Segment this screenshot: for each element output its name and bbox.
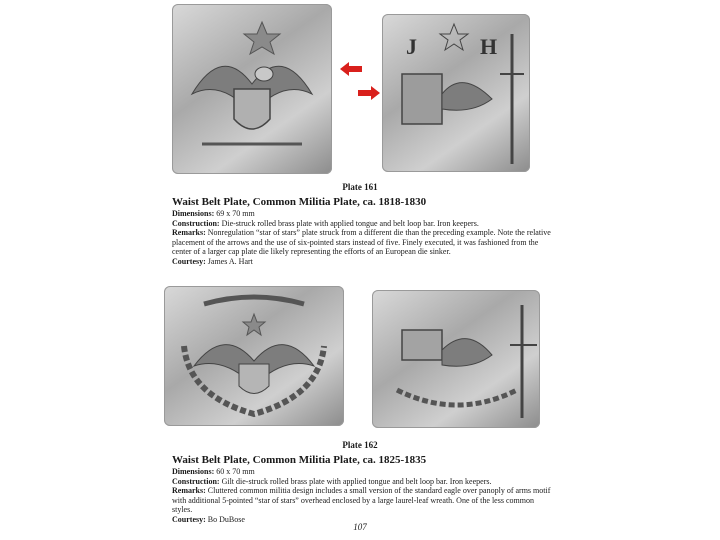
- arrow-left-icon: [340, 62, 362, 76]
- photo-letter-h: H: [480, 34, 498, 59]
- plate-162-construction: Construction: Gilt die-struck rolled brass plate with applied tongue and belt loop bar. Iron keepers.: [172, 476, 492, 486]
- page-number: 107: [353, 522, 367, 532]
- plate-162-front-photo: [164, 286, 344, 426]
- plate-162-caption: Plate 162: [342, 440, 378, 450]
- arrow-right-icon: [358, 86, 380, 100]
- plate-162-back-photo: [372, 290, 540, 428]
- plate-161-construction: Construction: Die-struck rolled brass plate with applied tongue and belt loop bar. Iron keepers.: [172, 218, 479, 228]
- plate-162-title: Waist Belt Plate, Common Militia Plate, ca. 1825-1835: [172, 454, 427, 466]
- plate-162-remarks: Remarks: Cluttered common militia design includes a small version of the standard eagle over panoply of arms motif with additional 5-pointed “star of stars” overhead enclosed by a large laurel-leaf wreath. One of the less common styles.: [172, 486, 551, 515]
- plate-162-description: [172, 454, 552, 525]
- plate-161-remarks: Remarks: Nonregulation “star of stars” plate struck from a different die than the preceding example. Note the relative placement of the arrows and the use of six-pointed stars instead of five. Finely executed, it was fashioned from the center of a larger cap plate die likely representing the efforts of an European die sinker.: [172, 228, 551, 257]
- plate-161-dimensions: Dimensions: 69 x 70 mm: [172, 209, 255, 218]
- plate-161-caption: Plate 161: [342, 182, 378, 192]
- plate-161-title: Waist Belt Plate, Common Militia Plate, ca. 1818-1830: [172, 196, 427, 208]
- plate-162-courtesy: Courtesy: Bo DuBose: [172, 514, 245, 524]
- plate-161-description: [172, 196, 552, 267]
- plate-161-back-photo: [382, 14, 530, 172]
- plate-162-dimensions: Dimensions: 60 x 70 mm: [172, 467, 255, 476]
- photo-letter-j: J: [406, 34, 417, 59]
- plate-161-courtesy: Courtesy: James A. Hart: [172, 256, 253, 266]
- plate-161-front-photo: [172, 4, 332, 174]
